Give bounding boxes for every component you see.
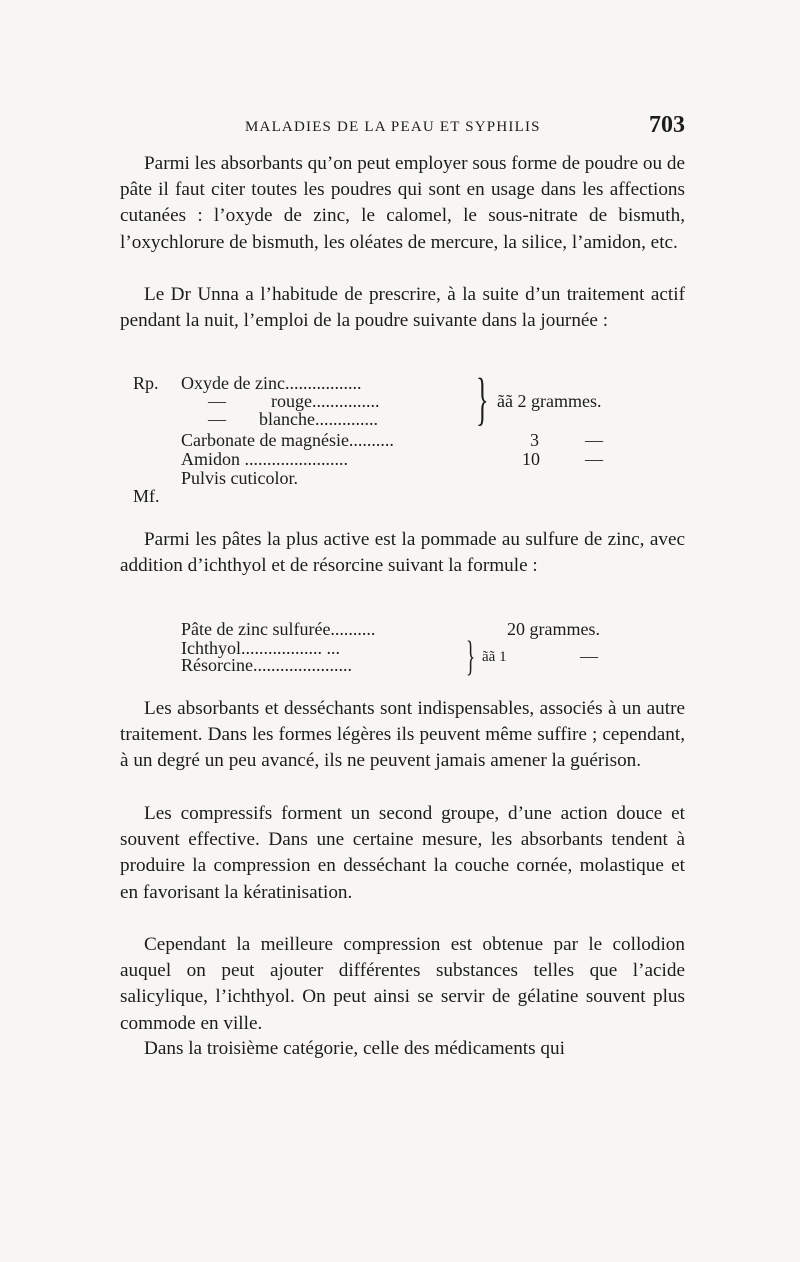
formula-unit-dash: — — [580, 646, 598, 666]
formula-line-carbonate: Carbonate de magnésie.......... — [181, 430, 394, 450]
paragraph-collodion: Cependant la meilleure compression est obtenue par le collodion auquel on peut ajouter différentes substances telles que l’acide salicylique, l’ichthyol. On peut ainsi se servir de gélatine souvent plus commode en ville. — [120, 934, 685, 1034]
formula-line-pate-zinc: Pâte de zinc sulfurée.......... — [181, 619, 376, 639]
formula-line-amidon: Amidon ....................... — [181, 449, 349, 469]
paragraph-unna-prescription: Le Dr Unna a l’habitude de prescrire, à la suite d’un traitement actif pendant la nuit, l’emploi de la poudre suivante dans la journée : — [120, 284, 685, 332]
right-brace: } — [476, 366, 489, 431]
formula-line-pulvis: Pulvis cuticolor. — [181, 468, 298, 488]
paragraph-absorbants-dessechants: Les absorbants et desséchants sont indispensables, associés à un autre traitement. Dans les formes légères ils peuvent même suffire ; cependant, à un degré un peu avancé, ils ne peuvent jamais amener la guérison. — [120, 698, 685, 772]
formula-group-quantity: ãã 2 grammes. — [497, 391, 602, 411]
formula-group-quantity: ãã 1 — [482, 649, 507, 665]
page-number: 703 — [649, 112, 685, 138]
formula-rp-label: Rp. — [133, 373, 159, 393]
formula-line-rouge: rouge............... — [271, 391, 380, 411]
paragraph-troisieme-categorie: Dans la troisième catégorie, celle des médicaments qui — [144, 1038, 565, 1059]
formula-unit-dash: — — [585, 449, 603, 469]
formula-mf-label: Mf. — [133, 486, 160, 506]
formula-line-blanche: blanche.............. — [259, 409, 378, 429]
paragraph-absorbants-poudres: Parmi les absorbants qu’on peut employer sous forme de poudre ou de pâte il faut citer toutes les poudres qui sont en usage dans les affections cutanées : l’oxyde de zinc, le calomel, le sous-nitrate de bismuth, l’oxychlorure de bismuth, les oléates de mercure, la silice, l’amidon, etc. — [120, 153, 685, 253]
formula-quantity: 10 — [522, 449, 540, 469]
formula-quantity: 20 grammes. — [507, 619, 600, 639]
formula-unit-dash: — — [585, 430, 603, 450]
paragraph-compressifs: Les compressifs forment un second groupe, d’une action douce et souvent effective. Dans une certaine mesure, les absorbants tendent à produire la compression en desséchant la couche cornée, molastique et en favorisant la kératinisation. — [120, 803, 685, 903]
formula-dash: — — [208, 391, 226, 411]
formula-line-resorcine: Résorcine...................... — [181, 655, 352, 675]
right-brace: } — [466, 634, 476, 680]
formula-line-oxyde-zinc: Oxyde de zinc................. — [181, 373, 362, 393]
formula-line-ichthyol: Ichthyol.................. ... — [181, 638, 340, 658]
formula-dash: — — [208, 409, 226, 429]
paragraph-pates: Parmi les pâtes la plus active est la pommade au sulfure de zinc, avec addition d’ichthyol et de résorcine suivant la formule : — [120, 529, 685, 577]
running-title: MALADIES DE LA PEAU ET SYPHILIS — [245, 119, 541, 135]
formula-quantity: 3 — [530, 430, 539, 450]
page-header — [120, 112, 685, 142]
